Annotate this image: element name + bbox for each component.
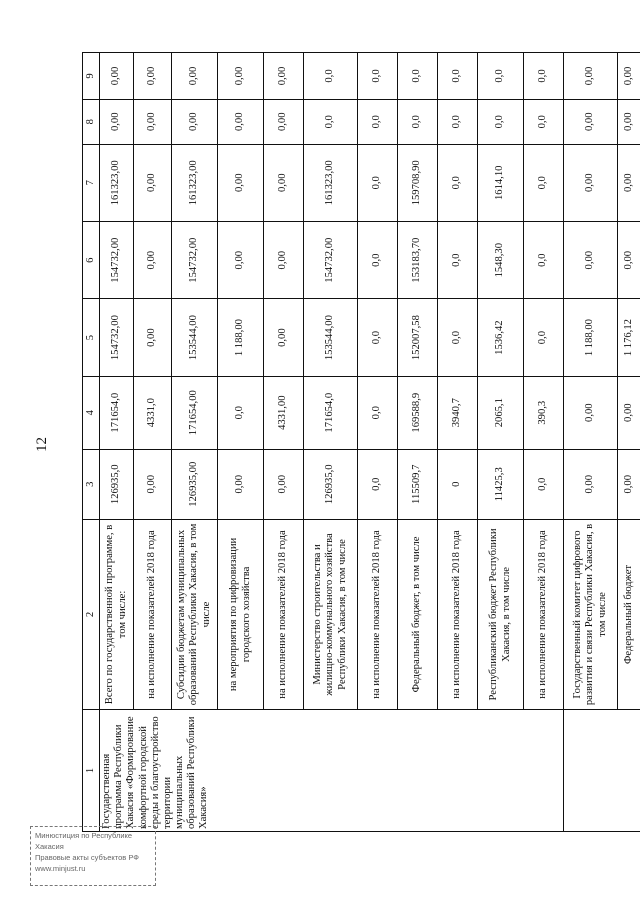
value-cell: 0,0	[478, 53, 524, 100]
value-cell: 126935,0	[100, 449, 134, 519]
value-cell: 0,00	[564, 144, 618, 221]
value-cell: 153183,70	[398, 221, 438, 298]
value-cell: 0,0	[218, 376, 264, 449]
value-cell: 159708,90	[398, 144, 438, 221]
value-cell: 0,0	[438, 99, 478, 144]
value-cell: 161323,00	[304, 144, 358, 221]
value-cell: 0,0	[438, 299, 478, 376]
value-cell: 0,00	[618, 221, 640, 298]
value-cell: 0,00	[172, 99, 218, 144]
value-cell: 0,0	[524, 99, 564, 144]
value-cell: 0,0	[438, 144, 478, 221]
value-cell: 126935,00	[172, 449, 218, 519]
registry-stamp	[30, 826, 156, 886]
rotated-table-container	[82, 52, 635, 832]
value-cell: 0	[438, 449, 478, 519]
value-cell: 0,00	[134, 53, 172, 100]
row-label: на исполнение показателей 2018 года	[134, 519, 172, 709]
value-cell: 0,00	[172, 53, 218, 100]
value-cell: 1 176,12	[618, 299, 640, 376]
value-cell: 0,00	[618, 144, 640, 221]
value-cell: 0,0	[524, 449, 564, 519]
row-label: Федеральный бюджет, в том числе	[398, 519, 438, 709]
value-cell: 0,00	[100, 53, 134, 100]
value-cell: 0,0	[358, 53, 398, 100]
value-cell: 154732,00	[304, 221, 358, 298]
value-cell: 115509,7	[398, 449, 438, 519]
value-cell: 0,0	[524, 299, 564, 376]
value-cell: 0,00	[134, 144, 172, 221]
value-cell: 0,00	[218, 99, 264, 144]
row-label: Республиканский бюджет Республики Хакасия, в том числе	[478, 519, 524, 709]
value-cell: 4331,0	[134, 376, 172, 449]
value-cell: 0,0	[358, 376, 398, 449]
value-cell: 0,00	[134, 99, 172, 144]
row-label: Государственный комитет цифрового развития и связи Республики Хакасия, в том числе	[564, 519, 618, 709]
value-cell: 0,00	[264, 144, 304, 221]
value-cell: 0,00	[564, 449, 618, 519]
value-cell: 0,00	[264, 53, 304, 100]
column-header: 6	[83, 221, 100, 298]
value-cell: 0,0	[358, 99, 398, 144]
column-header: 1	[83, 710, 100, 832]
value-cell: 0,00	[134, 299, 172, 376]
value-cell: 154732,00	[100, 221, 134, 298]
table-row	[100, 53, 134, 832]
row-label: на исполнение показателей 2018 года	[524, 519, 564, 709]
value-cell: 4331,00	[264, 376, 304, 449]
column-header: 3	[83, 449, 100, 519]
value-cell: 0,00	[618, 99, 640, 144]
value-cell: 0,0	[398, 99, 438, 144]
value-cell: 0,00	[618, 53, 640, 100]
row-label: Всего по государственной программе, в том числе:	[100, 519, 134, 709]
value-cell: 0,0	[438, 53, 478, 100]
row-label: на исполнение показателей 2018 года	[438, 519, 478, 709]
column-header: 2	[83, 519, 100, 709]
column-header: 4	[83, 376, 100, 449]
value-cell: 0,0	[524, 144, 564, 221]
value-cell: 0,0	[358, 299, 398, 376]
value-cell: 153544,00	[304, 299, 358, 376]
program-name-cell: Государственная программа Республики Хакасия «Формирование комфортной городской среды и благоустройство территории муниципальных образований Республики Хакасия»	[100, 710, 564, 832]
value-cell: 0,0	[524, 221, 564, 298]
value-cell: 153544,00	[172, 299, 218, 376]
value-cell: 1 188,00	[218, 299, 264, 376]
row-label: Федеральный бюджет	[618, 519, 640, 709]
value-cell: 169588,9	[398, 376, 438, 449]
budget-table	[82, 52, 640, 832]
table-row	[564, 53, 618, 832]
value-cell: 0,0	[358, 144, 398, 221]
program-name-cell	[564, 710, 640, 832]
column-header: 5	[83, 299, 100, 376]
value-cell: 0,00	[100, 99, 134, 144]
value-cell: 1536,42	[478, 299, 524, 376]
page-number: 12	[34, 437, 50, 452]
row-label: на исполнение показателей 2018 года	[264, 519, 304, 709]
value-cell: 154732,00	[172, 221, 218, 298]
value-cell: 0,00	[134, 221, 172, 298]
value-cell: 0,00	[218, 221, 264, 298]
value-cell: 1 188,00	[564, 299, 618, 376]
row-label: на мероприятия по цифровизации городского хозяйства	[218, 519, 264, 709]
value-cell: 154732,00	[100, 299, 134, 376]
column-header: 9	[83, 53, 100, 100]
value-cell: 171654,00	[172, 376, 218, 449]
value-cell: 11425,3	[478, 449, 524, 519]
value-cell: 0,0	[358, 449, 398, 519]
value-cell: 0,00	[218, 449, 264, 519]
value-cell: 0,00	[618, 449, 640, 519]
value-cell: 0,00	[564, 376, 618, 449]
stamp-line: www.minjust.ru	[35, 864, 86, 873]
value-cell: 0,0	[304, 99, 358, 144]
row-label: Субсидии бюджетам муниципальных образований Республики Хакасия, в том числе	[172, 519, 218, 709]
value-cell: 0,00	[564, 99, 618, 144]
value-cell: 0,0	[478, 99, 524, 144]
row-label: Министерство строительства и жилищно-коммунального хозяйства Республики Хакасия, в том числе	[304, 519, 358, 709]
value-cell: 0,00	[264, 221, 304, 298]
value-cell: 0,0	[398, 53, 438, 100]
value-cell: 0,00	[218, 53, 264, 100]
value-cell: 0,00	[564, 221, 618, 298]
stamp-line: Минюстиция по Республике Хакасия	[35, 831, 133, 851]
value-cell: 2065,1	[478, 376, 524, 449]
column-header: 7	[83, 144, 100, 221]
value-cell: 0,00	[264, 449, 304, 519]
stamp-line: Правовые акты субъектов РФ	[35, 853, 139, 862]
value-cell: 0,0	[304, 53, 358, 100]
value-cell: 152007,58	[398, 299, 438, 376]
value-cell: 161323,00	[100, 144, 134, 221]
value-cell: 0,00	[134, 449, 172, 519]
value-cell: 0,00	[264, 299, 304, 376]
row-label: на исполнение показателей 2018 года	[358, 519, 398, 709]
value-cell: 0,00	[218, 144, 264, 221]
value-cell: 0,0	[438, 221, 478, 298]
value-cell: 161323,00	[172, 144, 218, 221]
value-cell: 0,0	[524, 53, 564, 100]
value-cell: 0,00	[618, 376, 640, 449]
value-cell: 126935,0	[304, 449, 358, 519]
value-cell: 171654,0	[100, 376, 134, 449]
value-cell: 1548,30	[478, 221, 524, 298]
value-cell: 0,00	[264, 99, 304, 144]
value-cell: 390,3	[524, 376, 564, 449]
column-header: 8	[83, 99, 100, 144]
value-cell: 171654,0	[304, 376, 358, 449]
header-row	[83, 53, 100, 832]
value-cell: 3940,7	[438, 376, 478, 449]
value-cell: 1614,10	[478, 144, 524, 221]
value-cell: 0,0	[358, 221, 398, 298]
value-cell: 0,00	[564, 53, 618, 100]
